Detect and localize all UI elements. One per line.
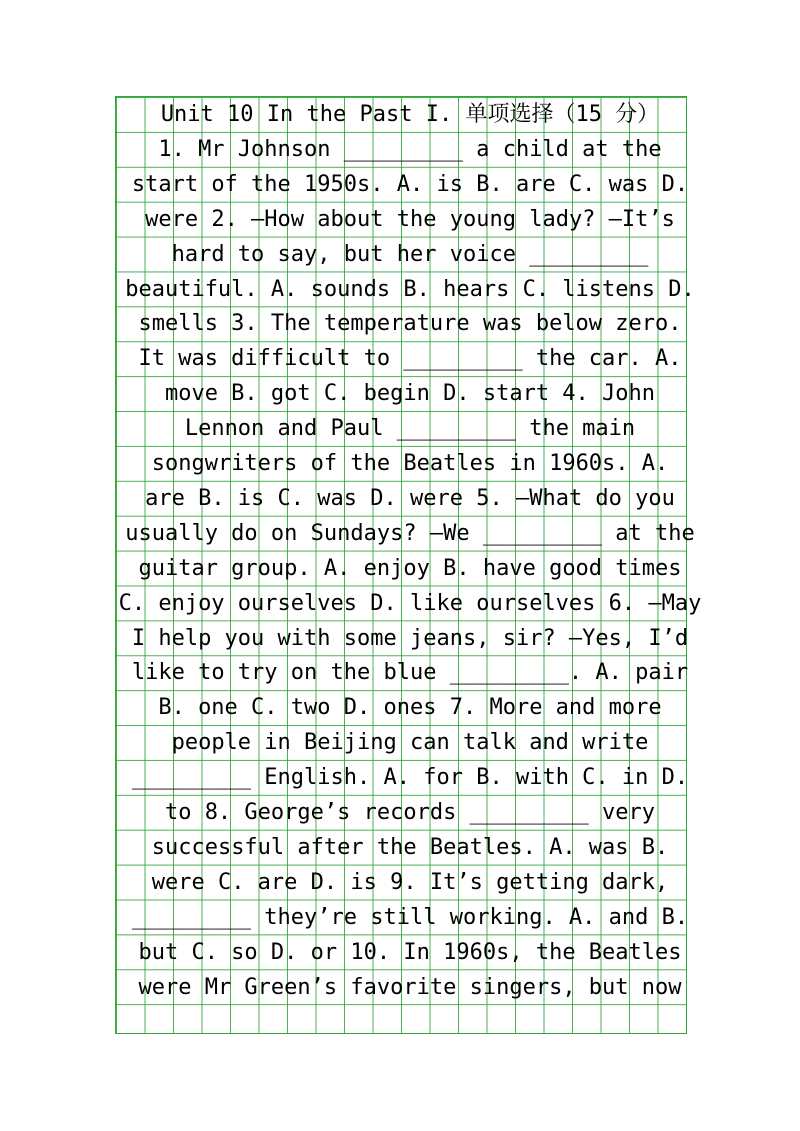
text-line: songwriters of the Beatles in 1960s. A.	[151, 451, 669, 476]
text-line-title: Unit 10 In the Past I. 单项选择（15 分）	[160, 102, 660, 127]
text-line: _________ they’re still working. A. and B.	[131, 904, 689, 930]
text-line: hard to say, but her voice _________	[171, 241, 649, 267]
text-line: were Mr Green’s favorite singers, but now	[138, 974, 682, 1000]
text-line: move B. got C. begin D. start 4. John	[164, 381, 656, 407]
text-line: _________ English. A. for B. with C. in D.	[131, 765, 689, 791]
text-line: B. one C. two D. ones 7. More and more	[158, 695, 662, 721]
text-line: people in Beijing can talk and write	[171, 730, 649, 756]
text-line: beautiful. A. sounds B. hears C. listens D.	[125, 276, 695, 302]
text-line: but C. so D. or 10. In 1960s, the Beatles	[138, 939, 682, 965]
text-line: It was difficult to _________ the car. A.	[138, 346, 682, 372]
text-line: successful after the Beatles. A. was B.	[151, 834, 669, 860]
text-line: were 2. —How about the young lady? —It’s	[145, 206, 675, 232]
text-line: start of the 1950s. A. is B. are C. was D.	[131, 171, 689, 197]
text-line: usually do on Sundays? —We _________ at the	[125, 520, 695, 546]
text-line: smells 3. The temperature was below zero.	[138, 311, 682, 337]
text-line: Lennon and Paul _________ the main	[184, 416, 636, 442]
text-line: I help you with some jeans, sir? —Yes, I’d	[131, 625, 689, 651]
text-line: C. enjoy ourselves D. like ourselves 6. —May	[118, 590, 702, 616]
text-line: are B. is C. was D. were 5. —What do you	[145, 485, 675, 511]
exercise-text	[110, 98, 710, 1028]
text-line: like to try on the blue _________. A. pair	[131, 660, 689, 686]
text-line: to 8. George’s records _________ very	[164, 800, 656, 825]
text-line: guitar group. A. enjoy B. have good times	[138, 555, 682, 581]
text-line: 1. Mr Johnson _________ a child at the	[158, 136, 662, 162]
text-line: were C. are D. is 9. It’s getting dark,	[151, 869, 669, 895]
